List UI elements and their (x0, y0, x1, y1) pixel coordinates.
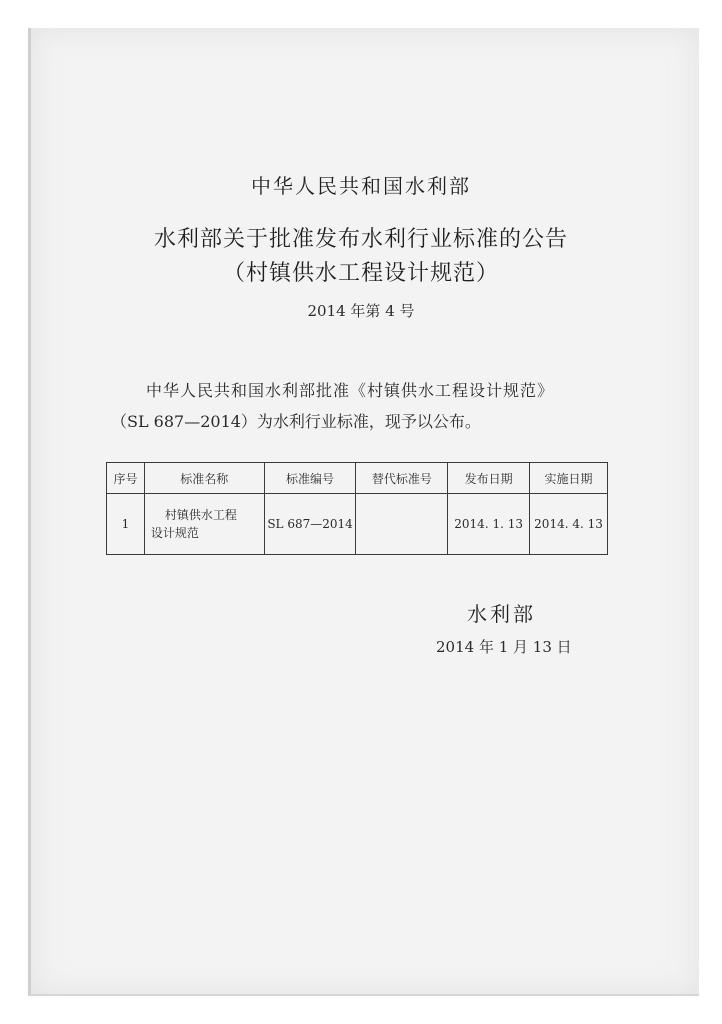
cell-publish-date: 2014. 1. 13 (448, 494, 530, 555)
cell-standard-name (144, 494, 264, 555)
header-publish-date: 发布日期 (448, 463, 530, 494)
header-effective-date: 实施日期 (530, 463, 608, 494)
header-replaces: 替代标准号 (356, 463, 448, 494)
standards-table (106, 462, 608, 555)
header-index: 序号 (107, 463, 145, 494)
header-standard-code: 标准编号 (264, 463, 356, 494)
issue-date: 2014 年 1 月 13 日 (436, 638, 572, 656)
announcement-subtitle: （村镇供水工程设计规范） (222, 261, 499, 286)
document-number: 2014 年第 4 号 (307, 302, 415, 320)
cell-standard-code: SL 687—2014 (264, 494, 356, 555)
standard-name-line-2: 设计规范 (150, 526, 199, 540)
table-header-row (107, 463, 608, 494)
ministry-name: 中华人民共和国水利部 (251, 174, 471, 198)
cell-replaces (356, 494, 448, 555)
header-standard-name: 标准名称 (144, 463, 264, 494)
body-text-line-1: 中华人民共和国水利部批准《村镇供水工程设计规范》 (146, 381, 555, 400)
body-text-line-2: （SL 687—2014）为水利行业标准，现予以公布。 (111, 412, 481, 431)
issuer-name: 水利部 (467, 602, 536, 626)
cell-effective-date: 2014. 4. 13 (530, 494, 608, 555)
table-row (107, 494, 608, 555)
cell-index: 1 (107, 494, 145, 555)
announcement-title: 水利部关于批准发布水利行业标准的公告 (153, 227, 568, 252)
standard-name-line-1: 村镇供水工程 (164, 508, 237, 522)
